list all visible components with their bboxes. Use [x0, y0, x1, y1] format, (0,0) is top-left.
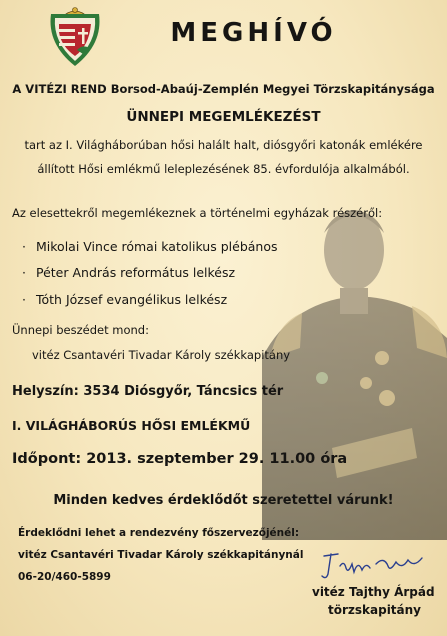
signature-name: vitéz Tajthy Árpád	[312, 585, 435, 599]
event-name: ÜNNEPI MEGEMLÉKEZÉST	[126, 109, 321, 125]
organizer-rest: Borsod-Abaúj-Zemplén Megyei Törzskapitánysága	[106, 82, 435, 96]
bullet-icon: ·	[22, 239, 26, 254]
clergy-name: Tóth József evangélikus lelkész	[36, 292, 228, 307]
page-title	[0, 18, 447, 48]
date-label: Időpont:	[12, 451, 82, 467]
list-item	[22, 265, 235, 280]
date-value: 2013. szeptember 29. 11.00 óra	[81, 451, 348, 467]
monument-name: I. VILÁGHÁBORÚS HŐSI EMLÉKMŰ	[12, 418, 251, 433]
contact-line-2: vitéz Csantavéri Tivadar Károly székkapitánynál	[18, 549, 304, 561]
intro-line-1: tart az I. Világháborúban hősi halált halt, diósgyőri katonák emlékére	[24, 138, 423, 152]
signature-role: törzskapitány	[328, 603, 422, 617]
list-item	[22, 239, 278, 254]
location: Helyszín: 3534 Diósgyőr, Táncsics tér	[12, 384, 284, 399]
handwritten-signature	[318, 548, 430, 582]
clergy-name: Mikolai Vince római katolikus plébános	[36, 239, 278, 254]
intro-line-2: állított Hősi emlékmű leleplezésének 85. évfordulója alkalmából.	[37, 162, 410, 176]
date-line	[12, 451, 347, 467]
list-item	[22, 292, 227, 307]
churches-intro: Az elesettekről megemlékeznek a történelmi egyházak részéről:	[12, 206, 383, 220]
bullet-icon: ·	[22, 265, 26, 280]
speech-label: Ünnepi beszédet mond:	[12, 323, 149, 337]
clergy-name: Péter András református lelkész	[36, 265, 236, 280]
speaker-name: vitéz Csantavéri Tivadar Károly székkapitány	[32, 348, 291, 362]
organizer-line	[0, 82, 447, 96]
welcome-message: Minden kedves érdeklődőt szeretettel várunk!	[53, 493, 394, 508]
contact-phone: 06-20/460-5899	[18, 571, 111, 583]
contact-line-1: Érdeklődni lehet a rendezvény főszervezőjénél:	[18, 527, 300, 539]
title-text: MEGHÍVÓ	[170, 18, 337, 48]
portrait-image	[262, 188, 447, 540]
bullet-icon: ·	[22, 292, 26, 307]
organizer-prefix: A VITÉZI REND	[12, 82, 107, 96]
